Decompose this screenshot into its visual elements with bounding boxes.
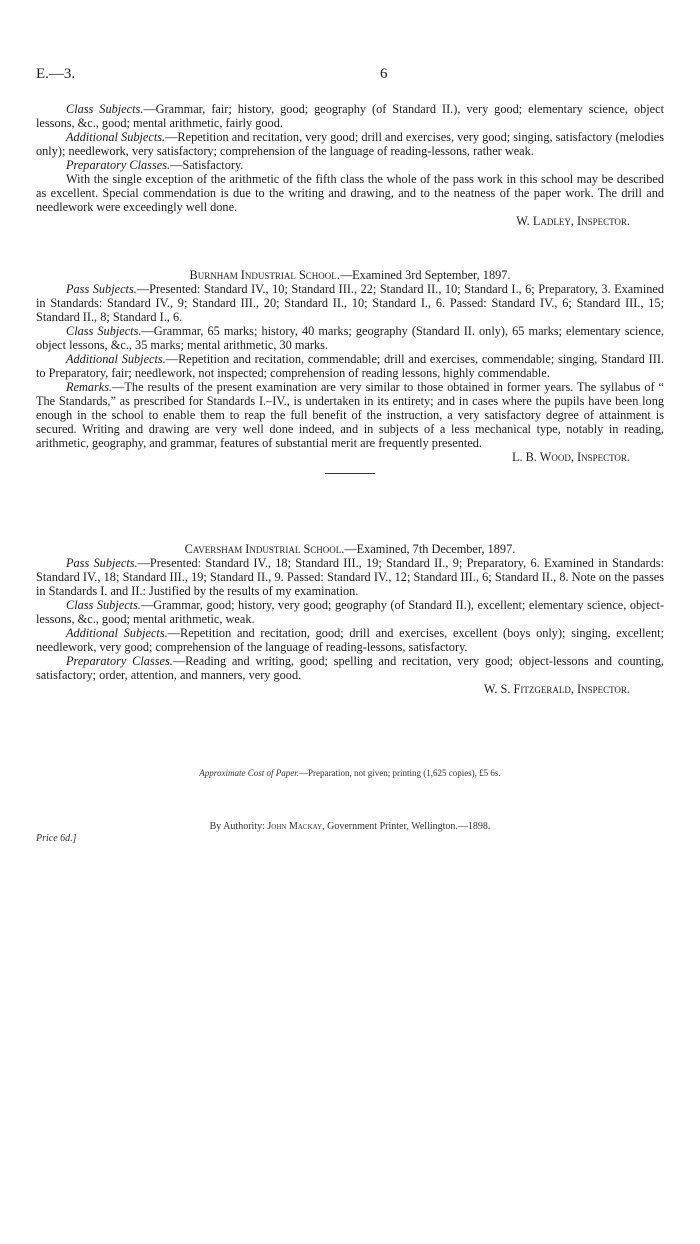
class-subjects-paragraph: Class Subjects.—Grammar, fair; history, good; geography (of Standard II.), very good; elementary science, object lessons, &c., good; mental arithmetic, fairly good. (36, 102, 664, 130)
cost-of-paper-note: Approximate Cost of Paper.—Preparation, not given; printing (1,625 copies), £5 6s. (199, 768, 501, 778)
page-number: 6 (380, 66, 388, 82)
inspector-signature: W. S. Fitzgerald, Inspector. (483, 682, 630, 696)
additional-subjects-paragraph: Additional Subjects.—Repetition and recitation, commendable; drill and exercises, commendable; singing, Standard III. to Preparatory, fair; needlework, not inspected; comprehension of reading lessons, highly commendable. (36, 352, 664, 380)
class-subjects-paragraph: Class Subjects.—Grammar, good; history, very good; geography (of Standard II.), excellent; elementary science, object-lessons, &c., good; mental arithmetic, weak. (36, 598, 665, 626)
document-reference: E.—3. (36, 66, 76, 82)
report-section-continued (36, 102, 664, 228)
printer-authority-line: By Authority: John Mackay, Government Printer, Wellington.—1898. (209, 821, 491, 832)
pass-subjects-paragraph: Pass Subjects.—Presented: Standard IV., 10; Standard III., 22; Standard II., 10; Standard I., 6; Preparatory, 3. Examined in Standards: Standard IV., 9; Standard III., 20; Standard II., 10; Standard I., 6. Passed: Standard IV., 6; Standard III., 15; Standard II., 8; Standard I., 6. (36, 282, 665, 324)
inspector-signature: L. B. Wood, Inspector. (511, 450, 630, 464)
remarks-paragraph: With the single exception of the arithmetic of the fifth class the whole of the pass work in this school may be described as excellent. Special commendation is due to the writing and drawing, and to the neatness of the paper work. The drill and needlework were exceedingly well done. (36, 172, 664, 214)
additional-subjects-paragraph: Additional Subjects.—Repetition and recitation, very good; drill and exercises, very good; singing, satisfactory (melodies only); needlework, very satisfactory; comprehension of the language of reading-lessons, rather weak. (36, 130, 664, 158)
section-divider (325, 473, 375, 474)
preparatory-classes-paragraph: Preparatory Classes.—Reading and writing, good; spelling and recitation, very good; object-lessons and counting, satisfactory; order, attention, and manners, very good. (36, 654, 664, 682)
class-subjects-paragraph: Class Subjects.—Grammar, 65 marks; history, 40 marks; geography (Standard II. only), 65 marks; elementary science, object lessons, &c., 35 marks; mental arithmetic, 30 marks. (36, 324, 664, 352)
pass-subjects-paragraph: Pass Subjects.—Presented: Standard IV., 18; Standard III., 19; Standard II., 9; Preparatory, 6. Examined in Standards: Standard IV., 18; Standard III., 19; Standard II., 9. Passed: Standard IV., 12; Standard III., 6; Standard II., 8. Note on the passes in Standards I. and II.: Justified by the results of my examination. (36, 556, 665, 598)
report-section-burnham (36, 268, 664, 483)
additional-subjects-paragraph: Additional Subjects.—Repetition and recitation, good; drill and exercises, excellent (boys only); singing, excellent; needlework, very good; comprehension of the language of reading-lessons, satisfactory. (36, 626, 664, 654)
preparatory-classes-paragraph: Preparatory Classes.—Satisfactory. (66, 158, 244, 172)
section-heading: Caversham Industrial School.—Examined, 7th December, 1897. (184, 542, 516, 556)
price-note: Price 6d.] (36, 833, 77, 844)
page-header (36, 66, 664, 86)
remarks-paragraph: Remarks.—The results of the present examination are very similar to those obtained in former years. The syllabus of “ The Standards,” as prescribed for Standards I.–IV., is undertaken in its entirety; and in cases where the pupils have been long enough in the school to enable them to reap the full benefit of the instruction, a very satisfactory degree of attainment is secured. Writing and drawing are very well done indeed, and in subjects of a less mechanical type, notably in reading, arithmetic, geography, and grammar, features of substantial merit are frequently presented. (36, 380, 664, 450)
section-heading: Burnham Industrial School.—Examined 3rd September, 1897. (189, 268, 511, 282)
inspector-signature: W. Ladley, Inspector. (516, 214, 630, 228)
report-section-caversham (36, 542, 664, 696)
